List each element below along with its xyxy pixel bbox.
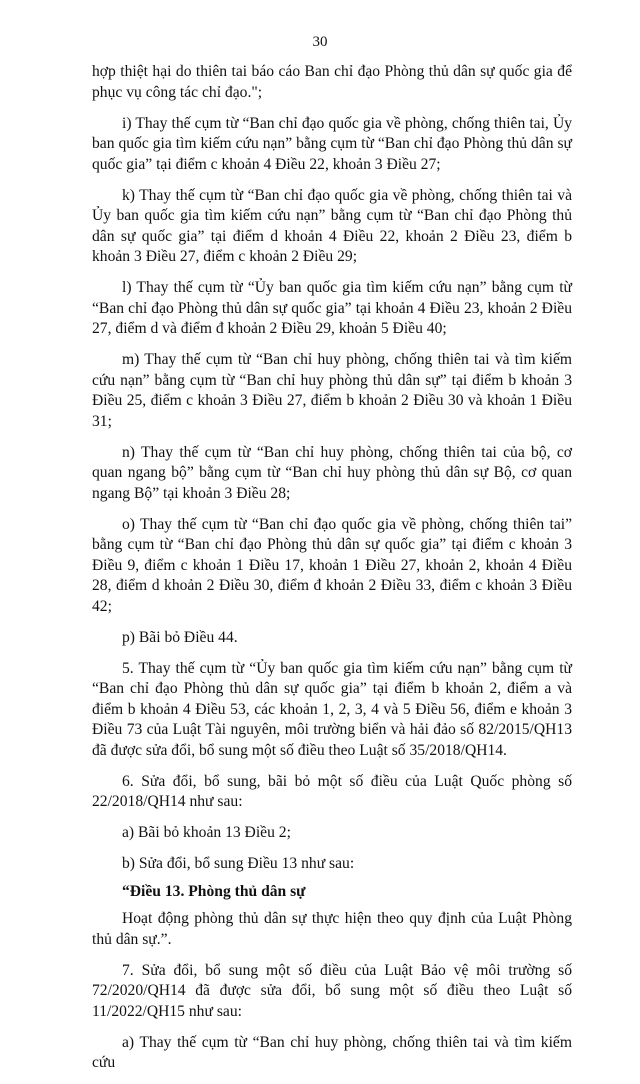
paragraph-item-b: b) Sửa đổi, bổ sung Điều 13 như sau: [122,855,355,872]
paragraph-item-k: k) Thay thế cụm từ “Ban chỉ đạo quốc gia về phòng, chống thiên tai và Ủy ban quốc gia tìm kiếm cứu nạn” bằng cụm từ “Ban chỉ đạo Phòng thủ dân sự quốc gia” tại điểm d khoản 4 Điều 22, khoản 2 Điều 23, điểm b khoản 3 Điều 27, điểm c khoản 2 Điều 29; [92,186,572,265]
paragraph-item-a: a) Bãi bỏ khoản 13 Điều 2; [122,824,291,841]
paragraph-item-i: i) Thay thế cụm từ “Ban chỉ đạo quốc gia về phòng, chống thiên tai, Ủy ban quốc gia tìm kiếm cứu nạn” bằng cụm từ “Ban chỉ đạo Phòng thủ dân sự quốc gia” tại điểm c khoản 4 Điều 22, khoản 3 Điều 27; [92,114,572,173]
document-body [92,62,572,1084]
paragraph-item-p: p) Bãi bỏ Điều 44. [122,628,238,646]
paragraph-item-m: m) Thay thế cụm từ “Ban chỉ huy phòng, chống thiên tai và tìm kiếm cứu nạn” bằng cụm từ “Ban chỉ huy phòng thủ dân sự” tại điểm b khoản 3 Điều 25, điểm c khoản 3 Điều 27, điểm b khoản 2 Điều 30 và khoản 1 Điều 31; [92,351,572,430]
paragraph-clause-5: 5. Thay thế cụm từ “Ủy ban quốc gia tìm kiếm cứu nạn” bằng cụm từ “Ban chỉ đạo Phòng thủ dân sự quốc gia” tại điểm b khoản 2, điểm a và điểm b khoản 4 Điều 53, các khoản 1, 2, 3, 4 và 5 Điều 56, điểm e khoản 3 Điều 73 của Luật Tài nguyên, môi trường biển và hải đảo số 82/2015/QH13 đã được sửa đổi, bổ sung một số điều theo Luật số 35/2018/QH14. [92,659,572,759]
paragraph-item-n: n) Thay thế cụm từ “Ban chỉ huy phòng, chống thiên tai của bộ, cơ quan ngang bộ” bằng cụm từ “Ban chỉ huy phòng thủ dân sự Bộ, cơ quan ngang Bộ” tại khoản 3 Điều 28; [92,443,572,502]
paragraph-item-o: o) Thay thế cụm từ “Ban chỉ đạo quốc gia về phòng, chống thiên tai” bằng cụm từ “Ban chỉ đạo Phòng thủ dân sự quốc gia” tại điểm c khoản 3 Điều 9, điểm c khoản 1 Điều 17, khoản 1 Điều 27, khoản 2, khoản 4 Điều 28, điểm d khoản 2 Điều 30, điểm đ khoản 2 Điều 33, điểm c khoản 3 Điều 42; [92,515,572,615]
article-heading: “Điều 13. Phòng thủ dân sự [122,882,306,900]
paragraph-item-l: l) Thay thế cụm từ “Ủy ban quốc gia tìm kiếm cứu nạn” bằng cụm từ “Ban chỉ đạo Phòng thủ dân sự quốc gia” tại khoản 4 Điều 23, khoản 2 Điều 27, điểm d và điểm đ khoản 2 Điều 29, khoản 5 Điều 40; [92,279,572,337]
paragraph-clause-7: 7. Sửa đổi, bổ sung một số điều của Luật Bảo vệ môi trường số 72/2020/QH14 đã được sửa đổi, bổ sung một số điều theo Luật số 11/2022/QH15 như sau: [92,961,572,1020]
paragraph-clause-6: 6. Sửa đổi, bổ sung, bãi bỏ một số điều của Luật Quốc phòng số 22/2018/QH14 như sau: [92,772,572,810]
article-body: Hoạt động phòng thủ dân sự thực hiện theo quy định của Luật Phòng thủ dân sự.”. [92,910,572,948]
paragraph-item-a-continued: a) Thay thế cụm từ “Ban chỉ huy phòng, chống thiên tai và tìm kiếm cứu [92,1033,572,1071]
paragraph-continuation: hợp thiệt hại do thiên tai báo cáo Ban chỉ đạo Phòng thủ dân sự quốc gia để phục vụ công tác chỉ đạo."; [92,63,572,101]
page-number: 30 [312,34,328,50]
